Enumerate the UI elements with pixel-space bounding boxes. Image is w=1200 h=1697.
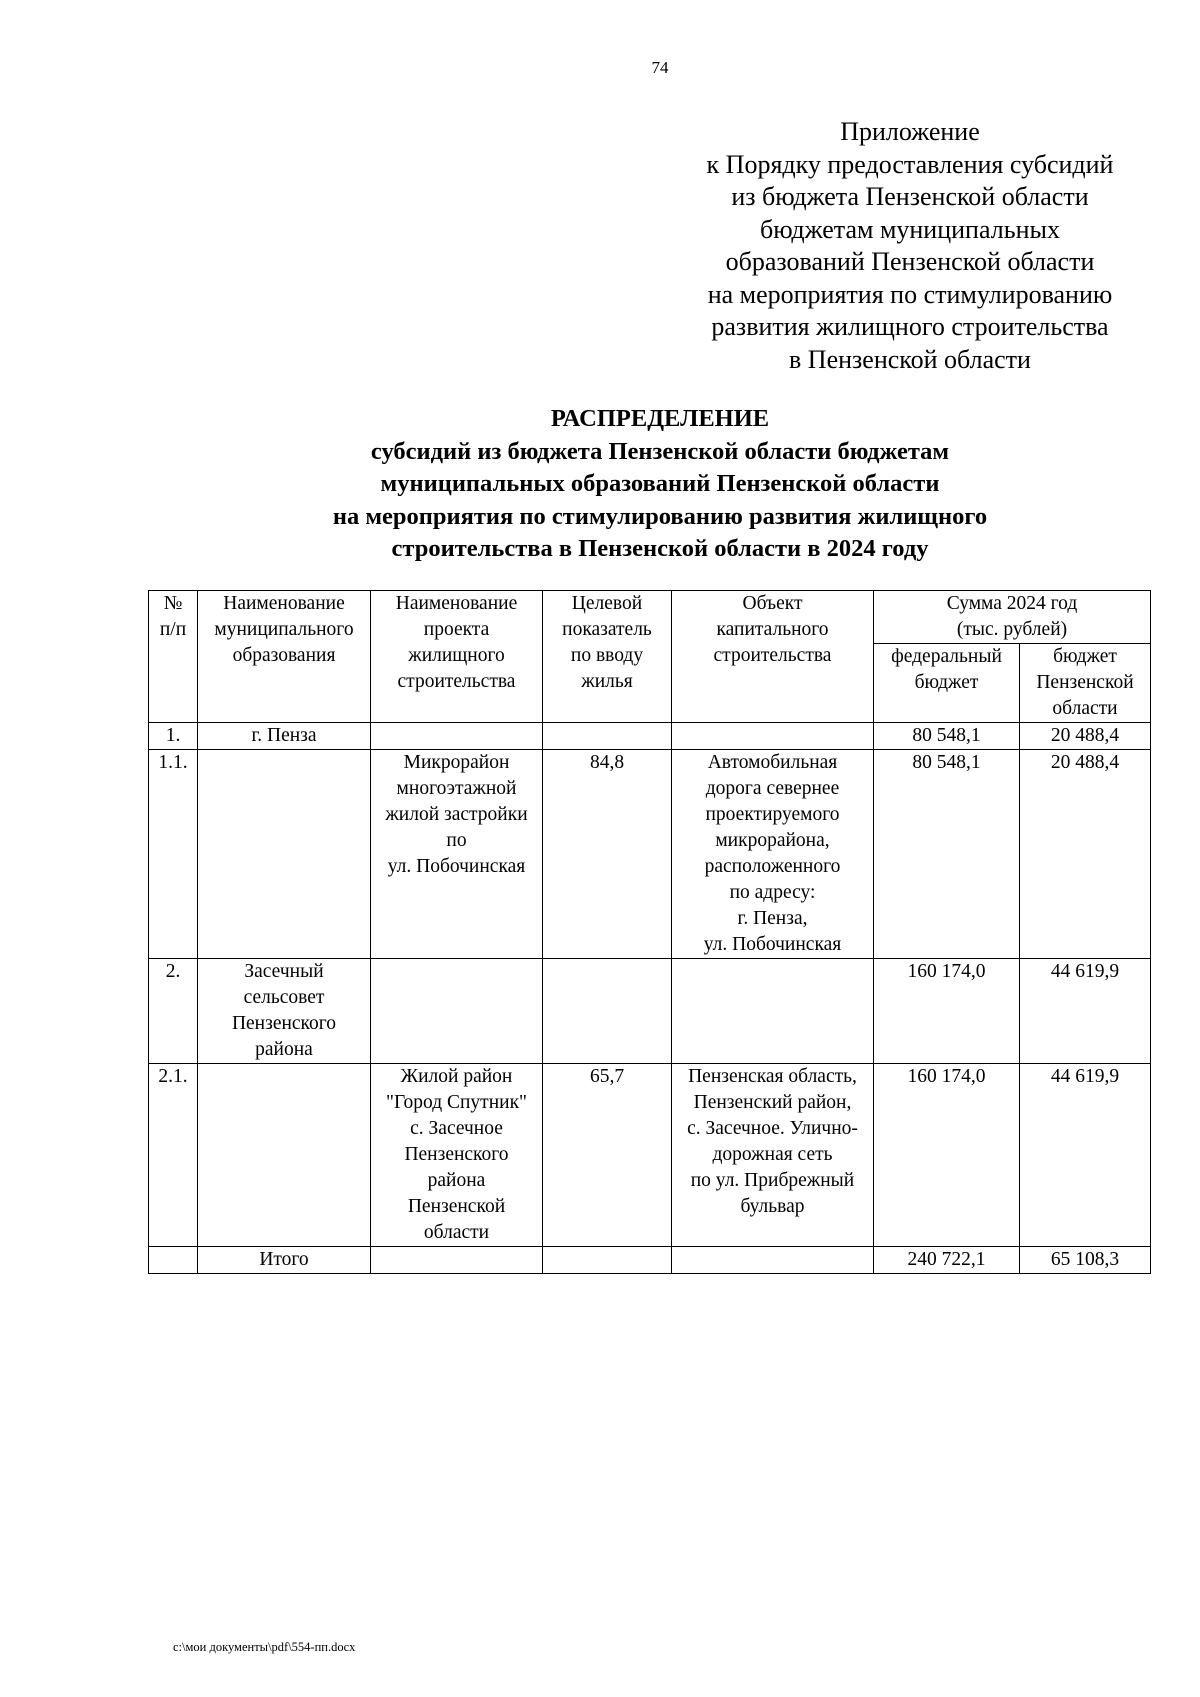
cell-total-label: Итого [198, 1247, 371, 1274]
cell-object: Пензенская область, Пензенский район, с. Засечное. Улично- дорожная сеть по ул. Прибрежный бульвар [672, 1064, 874, 1247]
distribution-table [148, 590, 1151, 1274]
appendix-heading [660, 116, 1160, 376]
header-target: Целевой показатель по вводу жилья [543, 591, 672, 723]
cell-project [371, 1247, 543, 1274]
cell-regional: 20 488,4 [1020, 750, 1151, 959]
cell-municipality: г. Пенза [198, 723, 371, 750]
cell-object [672, 959, 874, 1064]
table-header-row [149, 591, 1151, 644]
footer-file-path: c:\мои документы\pdf\554-пп.docx [173, 1640, 356, 1654]
title-line: РАСПРЕДЕЛЕНИЕ [550, 405, 770, 432]
cell-target [543, 1247, 672, 1274]
cell-object [672, 1247, 874, 1274]
table-row [149, 723, 1151, 750]
cell-object: Автомобильная дорога севернее проектируемого микрорайона, расположенного по адресу: г. Пенза, ул. Побочинская [672, 750, 874, 959]
title-line: субсидий из бюджета Пензенской области бюджетам [370, 437, 950, 465]
table-total-row [149, 1247, 1151, 1274]
header-federal: федеральный бюджет [874, 644, 1020, 723]
cell-municipality: Засечный сельсовет Пензенского района [198, 959, 371, 1064]
cell-federal: 80 548,1 [874, 723, 1020, 750]
cell-object [672, 723, 874, 750]
cell-num: 2.1. [149, 1064, 198, 1247]
cell-project: Жилой район "Город Спутник" с. Засечное Пензенского района Пензенской области [371, 1064, 543, 1247]
header-municipality: Наименование муниципального образования [198, 591, 371, 723]
header-project: Наименование проекта жилищного строительства [371, 591, 543, 723]
appendix-line: в Пензенской области [789, 344, 1031, 374]
appendix-line: развития жилищного строительства [711, 312, 1109, 341]
document-title [150, 403, 1170, 566]
title-line: строительства в Пензенской области в 2024 году [391, 535, 929, 562]
cell-federal: 80 548,1 [874, 750, 1020, 959]
appendix-line: бюджетам муниципальных [760, 214, 1060, 244]
cell-municipality [198, 750, 371, 959]
cell-target [543, 723, 672, 750]
cell-municipality [198, 1064, 371, 1247]
header-regional: бюджет Пензенской области [1020, 644, 1151, 723]
appendix-line: к Порядку предоставления субсидий [706, 149, 1114, 179]
cell-target: 65,7 [543, 1064, 672, 1247]
cell-regional: 44 619,9 [1020, 959, 1151, 1064]
cell-federal: 160 174,0 [874, 959, 1020, 1064]
header-object: Объект капитального строительства [672, 591, 874, 723]
appendix-line: на мероприятия по стимулированию [707, 279, 1113, 309]
cell-federal-total: 240 722,1 [874, 1247, 1020, 1274]
cell-num: 1. [149, 723, 198, 750]
cell-num: 2. [149, 959, 198, 1064]
appendix-line: образований Пензенской области [725, 247, 1095, 276]
cell-num: 1.1. [149, 750, 198, 959]
appendix-line: из бюджета Пензенской области [731, 182, 1089, 211]
cell-project [371, 959, 543, 1064]
title-line: муниципальных образований Пензенской области [380, 470, 940, 497]
title-line: на мероприятия по стимулированию развития жилищного [332, 502, 988, 530]
table-row [149, 959, 1151, 1064]
table-row [149, 750, 1151, 959]
cell-regional: 20 488,4 [1020, 723, 1151, 750]
cell-target [543, 959, 672, 1064]
cell-regional-total: 65 108,3 [1020, 1247, 1151, 1274]
page-number: 74 [651, 58, 669, 77]
cell-num [149, 1247, 198, 1274]
cell-federal: 160 174,0 [874, 1064, 1020, 1247]
cell-target: 84,8 [543, 750, 672, 959]
cell-project [371, 723, 543, 750]
header-sum: Сумма 2024 год (тыс. рублей) [874, 591, 1151, 644]
table-row [149, 1064, 1151, 1247]
header-num: № п/п [149, 591, 198, 723]
appendix-line: Приложение [840, 117, 980, 146]
cell-regional: 44 619,9 [1020, 1064, 1151, 1247]
cell-project: Микрорайон многоэтажной жилой застройки по ул. Побочинская [371, 750, 543, 959]
